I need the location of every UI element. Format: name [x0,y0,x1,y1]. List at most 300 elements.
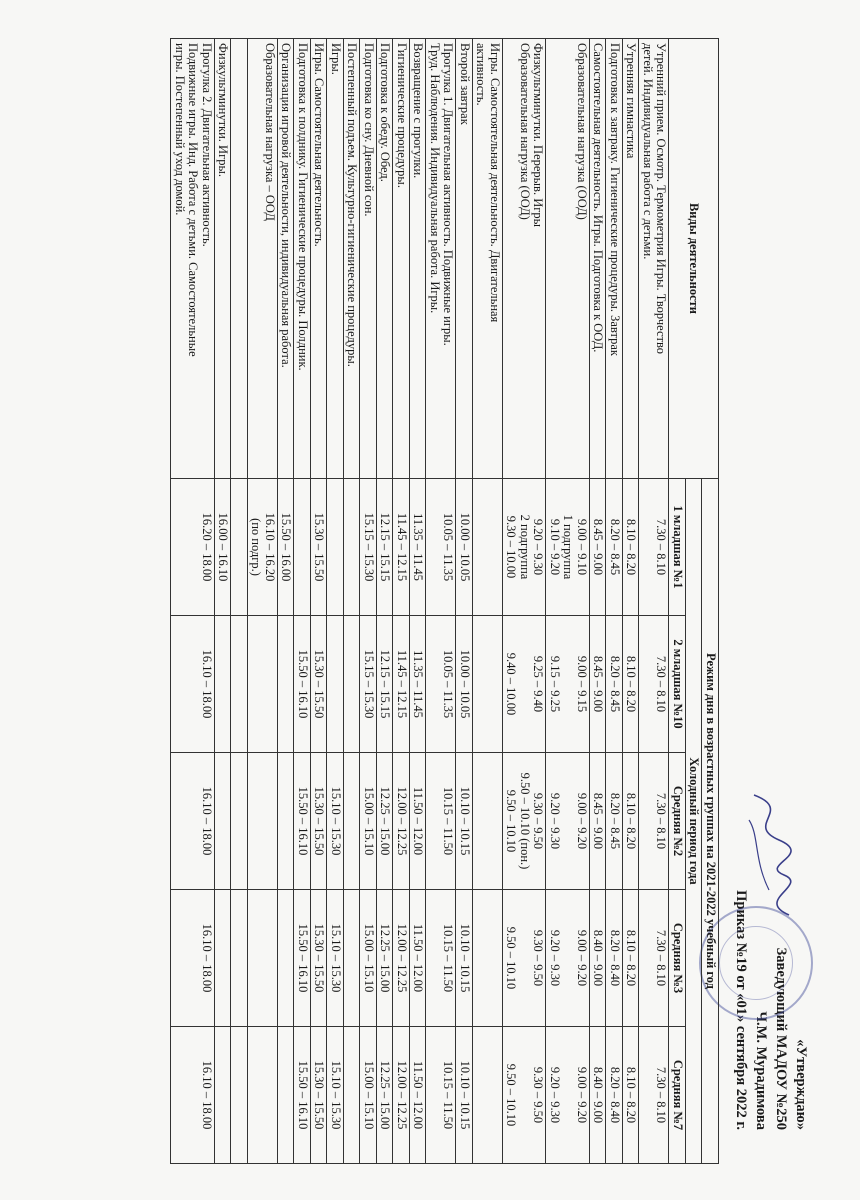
time-text: 8.10 – 8.20 [624,655,639,713]
time-text [296,483,310,611]
time-text [279,894,293,1022]
activity-text [233,43,247,474]
time-cell [278,753,295,890]
activity-cell [456,39,473,479]
table-row [360,39,377,1164]
time-text [279,1031,293,1159]
time-text: 8.40 – 9.00 [591,929,606,987]
time-text: 15.30 – 15.50 [312,923,327,993]
activity-text: активность. [474,43,489,106]
time-cell [248,1027,278,1164]
activity-text: Труд. Наблюдения. Индивидуальная работа. Игры. [428,43,442,314]
time-cell [623,753,640,890]
time-text: 12.00 – 12.25 [395,923,409,993]
time-text: 7.30 – 8.10 [654,518,669,576]
time-text: 9.00 – 9.15 [575,655,589,713]
time-text: 15.50 – 16.10 [296,923,310,993]
time-text: 9.20 – 9.30 [548,792,562,850]
time-cell [171,890,215,1027]
time-text: 11.50 – 12.00 [411,786,426,856]
activity-cell [590,39,607,479]
time-cell [171,479,215,616]
group-header: Средняя №3 [669,890,686,1027]
activity-cell [473,39,503,479]
time-cell [473,890,503,1027]
activity-text: Образовательная нагрузка – ООД [263,43,277,221]
time-cell [456,753,473,890]
time-text [329,483,343,611]
time-cell [606,890,623,1027]
time-cell [393,1027,410,1164]
table-row [606,39,623,1164]
time-text: 8.20 – 8.45 [608,518,622,576]
time-text: 11.45 – 12.15 [395,649,409,719]
table-row [623,39,640,1164]
time-text [279,620,293,748]
activity-text: Возвращение с прогулки. [411,43,426,179]
time-text: 10.05 – 11.35 [441,512,456,582]
time-text: 8.10 – 8.20 [624,792,639,850]
time-cell [360,1027,377,1164]
time-cell [393,616,410,753]
time-text: 8.10 – 8.20 [624,518,639,576]
table-row [327,39,344,1164]
time-text: 11.50 – 12.00 [411,1060,426,1130]
signature [739,790,799,920]
activity-text: Прогулка 1. Двигательная активность. Подвижные игры. [441,43,456,346]
table-row [393,39,410,1164]
time-cell [248,479,278,616]
time-text: 16.10 – 18.00 [200,786,214,856]
time-text: 15.00 – 15.10 [362,786,376,856]
activity-cell [360,39,377,479]
time-text: 15.10 – 15.30 [329,1060,343,1130]
time-text: 10.00 – 10.05 [458,649,472,719]
time-cell [294,753,311,890]
time-text: 9.30 – 10.00 [504,515,519,579]
activity-text: Утренняя гимнастика [624,43,639,159]
time-text [263,620,277,748]
time-text: 9.50 – 10.10 [504,1063,519,1127]
time-text [216,1031,230,1159]
time-cell [215,1027,232,1164]
activity-text: Физкультминутки. Игры. [216,43,231,177]
time-text: 12.15 – 15.15 [378,649,393,719]
time-cell [590,479,607,616]
time-text [279,757,293,885]
time-cell [623,616,640,753]
time-cell [639,753,669,890]
time-cell [410,479,427,616]
time-text: 8.40 – 9.00 [591,1066,606,1124]
time-text [518,1031,532,1159]
group-header: 2 младшая №10 [669,616,686,753]
time-cell [231,890,248,1027]
time-cell [327,1027,344,1164]
activity-cell [410,39,427,479]
time-cell [215,753,232,890]
time-cell [344,479,361,616]
time-text: 9.00 – 9.20 [575,792,589,850]
time-text: 11.35 – 11.45 [411,513,426,581]
table-row [377,39,394,1164]
time-text: 7.30 – 8.10 [654,929,669,987]
time-text: 10.05 – 11.35 [441,649,456,719]
time-text [345,620,359,748]
time-text: 16.10 – 18.00 [200,649,214,719]
time-text [518,894,532,1022]
time-text: 16.10 – 18.00 [200,1060,214,1130]
time-text: 7.30 – 8.10 [654,1066,669,1124]
time-text: 15.50 – 16.10 [296,1060,310,1130]
time-text: 10.10 – 10.15 [458,923,472,993]
time-cell [503,753,547,890]
time-cell [327,753,344,890]
table-row [344,39,361,1164]
time-cell [377,1027,394,1164]
time-cell [294,890,311,1027]
time-cell [311,616,328,753]
time-text: 12.25 – 15.00 [378,786,393,856]
time-cell [606,1027,623,1164]
time-cell [393,479,410,616]
time-text: 8.10 – 8.20 [624,1066,639,1124]
time-text: 15.50 – 16.00 [279,512,294,582]
time-text: 9.00 – 9.10 [575,518,589,576]
time-text: 16.00 – 16.10 [216,512,231,582]
time-text [345,1031,359,1159]
time-cell [410,616,427,753]
time-cell [171,616,215,753]
time-text: 8.45 – 9.00 [591,518,606,576]
activity-text: Физкультминутки. Перерыв. Игры [531,43,546,228]
activity-text: Подвижные игры. Инд. Работа с детьми. Самостоятельные [186,43,201,357]
time-text [488,1031,502,1159]
time-text [488,620,502,748]
time-text: 7.30 – 8.10 [654,792,669,850]
time-text [488,483,502,611]
time-text: 15.10 – 15.30 [329,923,343,993]
time-text: 8.20 – 8.40 [608,929,622,987]
time-cell [327,890,344,1027]
time-cell [503,616,547,753]
activity-text: Игры. Самостоятельная деятельность. [312,43,327,247]
time-cell [344,616,361,753]
table-row [503,39,547,1164]
approval-order: Приказ №19 от «01» сентября 2022 г. [733,890,749,1130]
time-text: 15.30 – 15.50 [312,649,327,719]
table-row [639,39,669,1164]
time-cell [426,753,456,890]
time-text [345,483,359,611]
time-text: 15.50 – 16.10 [296,786,310,856]
time-text: 9.20 – 9.30 [531,518,546,576]
time-text: 8.20 – 8.45 [608,792,622,850]
time-cell [410,753,427,890]
time-cell [171,753,215,890]
time-cell [311,479,328,616]
time-cell [215,890,232,1027]
time-cell [327,479,344,616]
time-text: 10.15 – 11.50 [441,786,456,856]
time-cell [344,753,361,890]
time-cell [360,890,377,1027]
time-cell [311,890,328,1027]
rotated-document [45,30,815,1170]
activity-text: игры. Постепенный уход домой. [173,43,187,216]
time-cell [248,890,278,1027]
time-cell [623,1027,640,1164]
activity-text: Игры. Самостоятельная деятельность. Двигательная [488,43,502,323]
activity-cell [231,39,248,479]
time-text: 8.20 – 8.45 [608,655,622,713]
table-row [546,39,590,1164]
activity-cell [294,39,311,479]
activity-cell [311,39,328,479]
activity-cell [248,39,278,479]
time-text: 12.00 – 12.25 [395,1060,409,1130]
time-text: 10.15 – 11.50 [441,1060,456,1130]
time-text: 7.30 – 8.10 [654,655,669,713]
time-text: 2 подгруппа [518,514,532,580]
time-text: 9.20 – 9.30 [548,1066,562,1124]
time-cell [639,1027,669,1164]
time-cell [410,1027,427,1164]
time-cell [278,890,295,1027]
time-text: 11.50 – 12.00 [411,923,426,993]
time-text [263,757,277,885]
time-text: 8.45 – 9.00 [591,655,606,713]
activity-text: Образовательная нагрузка (ООД) [575,43,589,220]
group-header: Средняя №7 [669,1027,686,1164]
time-cell [456,890,473,1027]
time-text: 9.50 – 10.10 (пон.) [518,772,532,870]
time-text: 10.10 – 10.15 [458,1060,472,1130]
table-row [473,39,503,1164]
group-header: 1 младшая №1 [669,479,686,616]
table-row [215,39,232,1164]
activity-text: Самостоятельная деятельность. Игры. Подготовка к ООД. [591,43,606,353]
time-text: 10.10 – 10.15 [458,786,472,856]
time-text [561,894,575,1022]
time-cell [294,616,311,753]
activity-cell [171,39,215,479]
table-title: Режим дня в возрастных группах на 2021-2022 учебный год [702,479,719,1164]
time-cell [473,479,503,616]
time-text [233,1031,247,1159]
group-header: Средняя №2 [669,753,686,890]
time-cell [639,479,669,616]
time-cell [606,753,623,890]
table-row [278,39,295,1164]
activity-cell [503,39,547,479]
time-text: 15.30 – 15.50 [312,1060,327,1130]
time-text: 9.30 – 9.50 [531,929,546,987]
time-text: 9.30 – 9.50 [531,792,546,850]
time-text: 16.20 – 18.00 [200,512,214,582]
time-text [329,620,343,748]
time-text: 9.40 – 10.00 [504,652,519,716]
activity-cell [377,39,394,479]
time-cell [503,479,547,616]
time-text: 8.10 – 8.20 [624,929,639,987]
activity-cell [623,39,640,479]
time-text: 9.50 – 10.10 [504,926,519,990]
time-text [233,894,247,1022]
time-cell [473,753,503,890]
activity-text: Второй завтрак [458,43,472,125]
time-cell [215,479,232,616]
time-text: 12.25 – 15.00 [378,923,393,993]
time-text: 15.00 – 15.10 [362,923,376,993]
activity-text: Утренний прием. Осмотр. Термометрия Игры. Творчество [654,43,669,355]
time-cell [327,616,344,753]
time-text: 12.25 – 15.00 [378,1060,393,1130]
time-text: 15.15 – 15.30 [362,649,376,719]
activity-text: детей. Индивидуальная работа с детьми. [641,43,655,260]
time-text: 10.15 – 11.50 [441,923,456,993]
time-text [216,894,230,1022]
time-cell [410,890,427,1027]
time-text: 15.30 – 15.50 [312,512,327,582]
time-text [345,757,359,885]
time-cell [360,479,377,616]
time-cell [278,1027,295,1164]
activity-text: Игры. [329,43,343,75]
time-text [216,757,230,885]
time-text: 11.45 – 12.15 [395,512,409,582]
time-cell [606,616,623,753]
table-row [590,39,607,1164]
time-text [233,757,247,885]
time-cell [503,1027,547,1164]
activity-text: Подготовка к обеду. Обед. [378,43,393,182]
activity-cell [546,39,590,479]
activity-cell [606,39,623,479]
time-cell [546,890,590,1027]
time-cell [377,753,394,890]
time-text: 16.10 – 18.00 [200,923,214,993]
time-cell [344,1027,361,1164]
activity-text: Подготовка ко сну. Дневной сон. [362,43,376,217]
activity-text: Гигиенические процедуры. [395,43,409,188]
table-row [171,39,215,1164]
period-title: Холодный период года [686,479,703,1164]
time-cell [311,1027,328,1164]
time-cell [377,616,394,753]
schedule-body [171,39,669,1164]
time-text: 9.00 – 9.20 [575,1066,589,1124]
time-cell [360,753,377,890]
table-row [426,39,456,1164]
activity-text: Подготовка к полднику. Гигиенические процедуры. Полдник. [296,43,310,371]
time-text: 15.10 – 15.30 [329,786,343,856]
time-text: 12.00 – 12.25 [395,786,409,856]
time-text [488,757,502,885]
time-cell [503,890,547,1027]
time-text: 8.20 – 8.40 [608,1066,622,1124]
table-row [248,39,278,1164]
time-cell [546,479,590,616]
schedule-table [171,38,720,1164]
time-text: (по подгр.) [249,518,264,576]
time-cell [590,616,607,753]
time-text [233,620,247,748]
time-text: 12.15 – 15.15 [378,512,393,582]
time-cell [231,616,248,753]
time-cell [377,890,394,1027]
time-text [263,1031,277,1159]
time-cell [473,616,503,753]
approval-title: «Утверждаю» [793,1039,809,1130]
table-row [294,39,311,1164]
activity-cell [215,39,232,479]
time-text: 15.50 – 16.10 [296,649,310,719]
time-cell [426,1027,456,1164]
activity-text: Подготовка к завтраку. Гигиенические процедуры. Завтрак [608,43,622,356]
time-cell [231,753,248,890]
time-text: 10.00 – 10.05 [458,512,472,582]
time-cell [546,1027,590,1164]
time-text [561,757,575,885]
time-text: 9.20 – 9.30 [548,929,562,987]
time-cell [456,1027,473,1164]
table-row [231,39,248,1164]
activity-cell [278,39,295,479]
time-text: 9.25 – 9.40 [531,655,546,713]
time-cell [248,616,278,753]
time-cell [623,479,640,616]
time-cell [606,479,623,616]
time-cell [377,479,394,616]
activity-text: Постепенный подъем. Культурно-гигиенические процедуры. [345,43,360,367]
time-cell [426,890,456,1027]
time-text [561,620,575,748]
activity-cell [344,39,361,479]
time-cell [426,479,456,616]
time-text: 16.10 – 16.20 [263,512,277,582]
time-cell [311,753,328,890]
time-cell [393,753,410,890]
time-cell [546,753,590,890]
time-text: 9.50 – 10.10 [504,789,519,853]
activity-text: Организация игровой деятельности, индивидуальная работа. [279,43,294,368]
table-row [311,39,328,1164]
time-text: 9.10 – 9.20 [548,518,562,576]
time-cell [248,753,278,890]
time-cell [546,616,590,753]
time-text: 9.30 – 9.50 [531,1066,546,1124]
time-cell [360,616,377,753]
time-text [263,894,277,1022]
activity-text: Образовательная нагрузка (ООД) [518,43,532,220]
activity-cell [327,39,344,479]
time-cell [473,1027,503,1164]
time-text: 9.00 – 9.20 [575,929,589,987]
approval-name: Ч.М. Мурадимова [753,1011,769,1130]
time-text: 1 подгруппа [561,514,576,580]
table-row [456,39,473,1164]
time-text: 11.35 – 11.45 [411,650,426,718]
time-cell [215,616,232,753]
time-cell [639,616,669,753]
time-cell [231,1027,248,1164]
time-cell [344,890,361,1027]
time-cell [590,753,607,890]
activity-cell [639,39,669,479]
time-cell [623,890,640,1027]
activity-header: Виды деятельности [669,39,719,479]
